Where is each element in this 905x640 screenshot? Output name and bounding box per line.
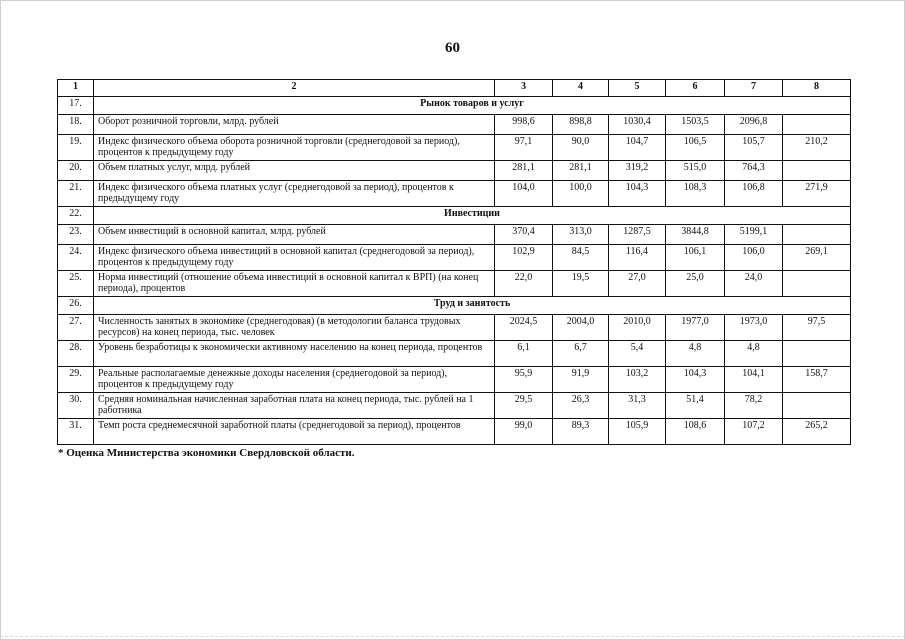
value-cell: 106,8 — [725, 181, 783, 207]
value-cell: 24,0 — [725, 271, 783, 297]
value-cell: 29,5 — [495, 393, 553, 419]
value-cell: 108,3 — [666, 181, 725, 207]
table-row — [58, 135, 851, 161]
value-cell: 106,5 — [666, 135, 725, 161]
value-cell: 105,7 — [725, 135, 783, 161]
value-cell: 102,9 — [495, 245, 553, 271]
header-cell: 8 — [783, 80, 851, 97]
value-cell: 2010,0 — [609, 315, 666, 341]
value-cell: 27,0 — [609, 271, 666, 297]
table-row — [58, 367, 851, 393]
table-row — [58, 161, 851, 181]
value-cell: 6,1 — [495, 341, 553, 367]
value-cell: 84,5 — [553, 245, 609, 271]
indicator-description: Норма инвестиций (отношение объема инвестиций в основной капитал к ВРП) (на конец периода), процентов — [94, 271, 495, 297]
value-cell: 78,2 — [725, 393, 783, 419]
value-cell: 158,7 — [783, 367, 851, 393]
header-cell: 7 — [725, 80, 783, 97]
value-cell: 104,3 — [609, 181, 666, 207]
table-row — [58, 419, 851, 445]
value-cell: 104,1 — [725, 367, 783, 393]
value-cell: 26,3 — [553, 393, 609, 419]
table-row — [58, 225, 851, 245]
page-edge-line — [0, 636, 905, 638]
value-cell: 1503,5 — [666, 115, 725, 135]
value-cell: 25,0 — [666, 271, 725, 297]
table-row — [58, 271, 851, 297]
indicator-description: Средняя номинальная начисленная заработная плата на конец периода, тыс. рублей на 1 работника — [94, 393, 495, 419]
table-row — [58, 393, 851, 419]
value-cell: 100,0 — [553, 181, 609, 207]
indicator-description: Индекс физического объема инвестиций в основной капитал (среднегодовой за период), процентов к предыдущему году — [94, 245, 495, 271]
header-cell: 4 — [553, 80, 609, 97]
indicators-table — [57, 79, 851, 445]
row-number: 24. — [58, 245, 94, 271]
value-cell: 370,4 — [495, 225, 553, 245]
value-cell: 281,1 — [553, 161, 609, 181]
table-row — [58, 181, 851, 207]
row-number: 30. — [58, 393, 94, 419]
value-cell: 313,0 — [553, 225, 609, 245]
row-number: 26. — [58, 297, 94, 315]
value-cell: 6,7 — [553, 341, 609, 367]
value-cell — [783, 161, 851, 181]
header-cell: 1 — [58, 80, 94, 97]
table-row — [58, 315, 851, 341]
table-row — [58, 245, 851, 271]
value-cell: 4,8 — [666, 341, 725, 367]
value-cell: 104,0 — [495, 181, 553, 207]
section-row — [58, 207, 851, 225]
value-cell: 281,1 — [495, 161, 553, 181]
header-cell: 3 — [495, 80, 553, 97]
row-number: 23. — [58, 225, 94, 245]
value-cell: 2004,0 — [553, 315, 609, 341]
value-cell: 271,9 — [783, 181, 851, 207]
table-row — [58, 115, 851, 135]
value-cell: 99,0 — [495, 419, 553, 445]
header-cell: 6 — [666, 80, 725, 97]
value-cell: 22,0 — [495, 271, 553, 297]
indicator-description: Численность занятых в экономике (среднегодовая) (в методологии баланса трудовых ресурсов) на конец периода, тыс. человек — [94, 315, 495, 341]
indicator-description: Индекс физического объема платных услуг (среднегодовой за период), процентов к предыдущему году — [94, 181, 495, 207]
value-cell: 1977,0 — [666, 315, 725, 341]
value-cell: 1973,0 — [725, 315, 783, 341]
value-cell: 104,3 — [666, 367, 725, 393]
value-cell: 95,9 — [495, 367, 553, 393]
value-cell: 90,0 — [553, 135, 609, 161]
value-cell: 5199,1 — [725, 225, 783, 245]
value-cell: 269,1 — [783, 245, 851, 271]
value-cell — [783, 225, 851, 245]
table-row — [58, 341, 851, 367]
value-cell: 31,3 — [609, 393, 666, 419]
value-cell: 97,5 — [783, 315, 851, 341]
table-header-row — [58, 80, 851, 97]
section-title: Инвестиции — [94, 207, 851, 225]
row-number: 31. — [58, 419, 94, 445]
value-cell: 51,4 — [666, 393, 725, 419]
value-cell: 3844,8 — [666, 225, 725, 245]
value-cell: 319,2 — [609, 161, 666, 181]
row-number: 22. — [58, 207, 94, 225]
row-number: 25. — [58, 271, 94, 297]
value-cell: 108,6 — [666, 419, 725, 445]
row-number: 20. — [58, 161, 94, 181]
value-cell: 106,1 — [666, 245, 725, 271]
header-cell: 5 — [609, 80, 666, 97]
page-number: 60 — [445, 40, 460, 56]
section-row — [58, 297, 851, 315]
indicator-description: Темп роста среднемесячной заработной платы (среднегодовой за период), процентов — [94, 419, 495, 445]
value-cell: 104,7 — [609, 135, 666, 161]
value-cell — [783, 271, 851, 297]
footnote: * Оценка Министерства экономики Свердловской области. — [58, 447, 355, 459]
row-number: 21. — [58, 181, 94, 207]
row-number: 27. — [58, 315, 94, 341]
value-cell: 1287,5 — [609, 225, 666, 245]
value-cell: 5,4 — [609, 341, 666, 367]
value-cell: 898,8 — [553, 115, 609, 135]
value-cell: 998,6 — [495, 115, 553, 135]
value-cell: 97,1 — [495, 135, 553, 161]
indicator-description: Реальные располагаемые денежные доходы населения (среднегодовой за период), процентов к предыдущему году — [94, 367, 495, 393]
value-cell: 515,0 — [666, 161, 725, 181]
value-cell: 116,4 — [609, 245, 666, 271]
indicator-description: Индекс физического объема оборота розничной торговли (среднегодовой за период), процентов к предыдущему году — [94, 135, 495, 161]
indicator-description: Уровень безработицы к экономически активному населению на конец периода, процентов — [94, 341, 495, 367]
value-cell: 2096,8 — [725, 115, 783, 135]
value-cell: 105,9 — [609, 419, 666, 445]
section-title: Труд и занятость — [94, 297, 851, 315]
value-cell — [783, 341, 851, 367]
value-cell — [783, 115, 851, 135]
value-cell: 106,0 — [725, 245, 783, 271]
value-cell: 19,5 — [553, 271, 609, 297]
value-cell: 91,9 — [553, 367, 609, 393]
indicator-description: Объем инвестиций в основной капитал, млрд. рублей — [94, 225, 495, 245]
value-cell: 210,2 — [783, 135, 851, 161]
value-cell: 1030,4 — [609, 115, 666, 135]
row-number: 28. — [58, 341, 94, 367]
row-number: 29. — [58, 367, 94, 393]
row-number: 19. — [58, 135, 94, 161]
row-number: 18. — [58, 115, 94, 135]
indicator-description: Оборот розничной торговли, млрд. рублей — [94, 115, 495, 135]
value-cell: 89,3 — [553, 419, 609, 445]
value-cell — [783, 393, 851, 419]
value-cell: 265,2 — [783, 419, 851, 445]
header-cell: 2 — [94, 80, 495, 97]
value-cell: 103,2 — [609, 367, 666, 393]
value-cell: 107,2 — [725, 419, 783, 445]
value-cell: 2024,5 — [495, 315, 553, 341]
row-number: 17. — [58, 97, 94, 115]
section-row — [58, 97, 851, 115]
indicator-description: Объем платных услуг, млрд. рублей — [94, 161, 495, 181]
section-title: Рынок товаров и услуг — [94, 97, 851, 115]
value-cell: 764,3 — [725, 161, 783, 181]
value-cell: 4,8 — [725, 341, 783, 367]
